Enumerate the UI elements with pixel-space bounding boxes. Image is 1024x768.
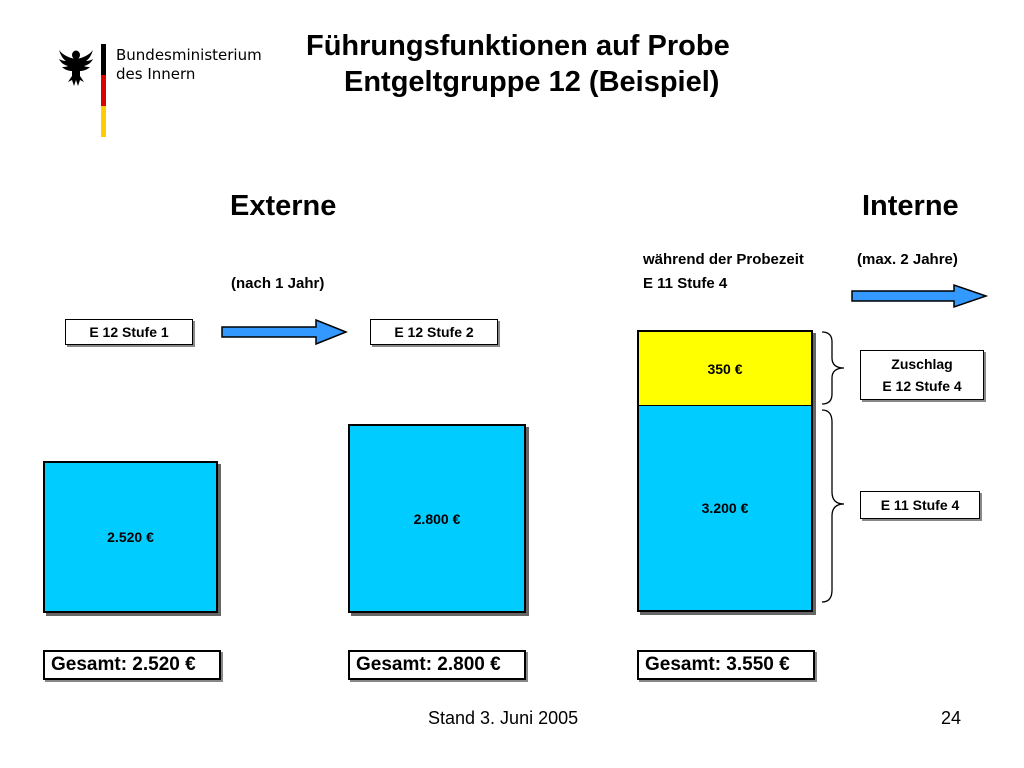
flag-stripe-black <box>101 44 106 75</box>
progression-arrow-icon <box>220 318 350 346</box>
brace-allowance-icon <box>818 330 848 406</box>
bar-external-year2-value: 2.800 € <box>413 510 461 527</box>
footer-date: Stand 3. Juni 2005 <box>428 708 579 728</box>
label-zuschlag-line1: Zuschlag <box>891 356 953 372</box>
note-max-two-years: (max. 2 Jahre) <box>857 251 958 268</box>
label-e11-stufe4: E 11 Stufe 4 <box>860 491 980 519</box>
bar-external-year2 <box>348 424 526 613</box>
ministry-name <box>116 46 262 84</box>
brace-base-icon <box>818 408 848 604</box>
heading-external: Externe <box>230 190 337 222</box>
ministry-line1: Bundesministerium <box>116 46 262 64</box>
note-after-one-year: (nach 1 Jahr) <box>231 275 325 292</box>
label-e12-stufe1: E 12 Stufe 1 <box>65 319 193 345</box>
total-external-year2: Gesamt: 2.800 € <box>348 650 526 680</box>
bar-internal-base-value: 3.200 € <box>701 500 749 516</box>
title-line1: Führungsfunktionen auf Probe <box>306 30 730 62</box>
total-external-year1: Gesamt: 2.520 € <box>43 650 221 680</box>
label-e12-stufe2: E 12 Stufe 2 <box>370 319 498 345</box>
note-internal-grade: E 11 Stufe 4 <box>643 275 728 292</box>
label-zuschlag <box>860 350 984 400</box>
bar-external-year1-value: 2.520 € <box>107 529 154 545</box>
note-during-probation: während der Probezeit <box>643 251 804 268</box>
bar-internal-base <box>637 405 813 612</box>
title-line2: Entgeltgruppe 12 (Beispiel) <box>344 66 720 98</box>
probation-arrow-icon <box>850 283 990 309</box>
bar-external-year1 <box>43 461 218 613</box>
slide-title <box>250 28 850 100</box>
page-number: 24 <box>941 708 962 728</box>
ministry-line2: des Innern <box>116 65 196 83</box>
label-zuschlag-line2: E 12 Stufe 4 <box>882 378 962 394</box>
bar-internal-allowance <box>637 330 813 408</box>
flag-stripe-red <box>101 75 106 106</box>
bar-internal-allowance-value: 350 € <box>707 361 743 377</box>
federal-eagle-icon <box>58 46 94 88</box>
heading-internal: Interne <box>862 190 959 222</box>
flag-stripe-gold <box>101 106 106 137</box>
total-internal: Gesamt: 3.550 € <box>637 650 815 680</box>
